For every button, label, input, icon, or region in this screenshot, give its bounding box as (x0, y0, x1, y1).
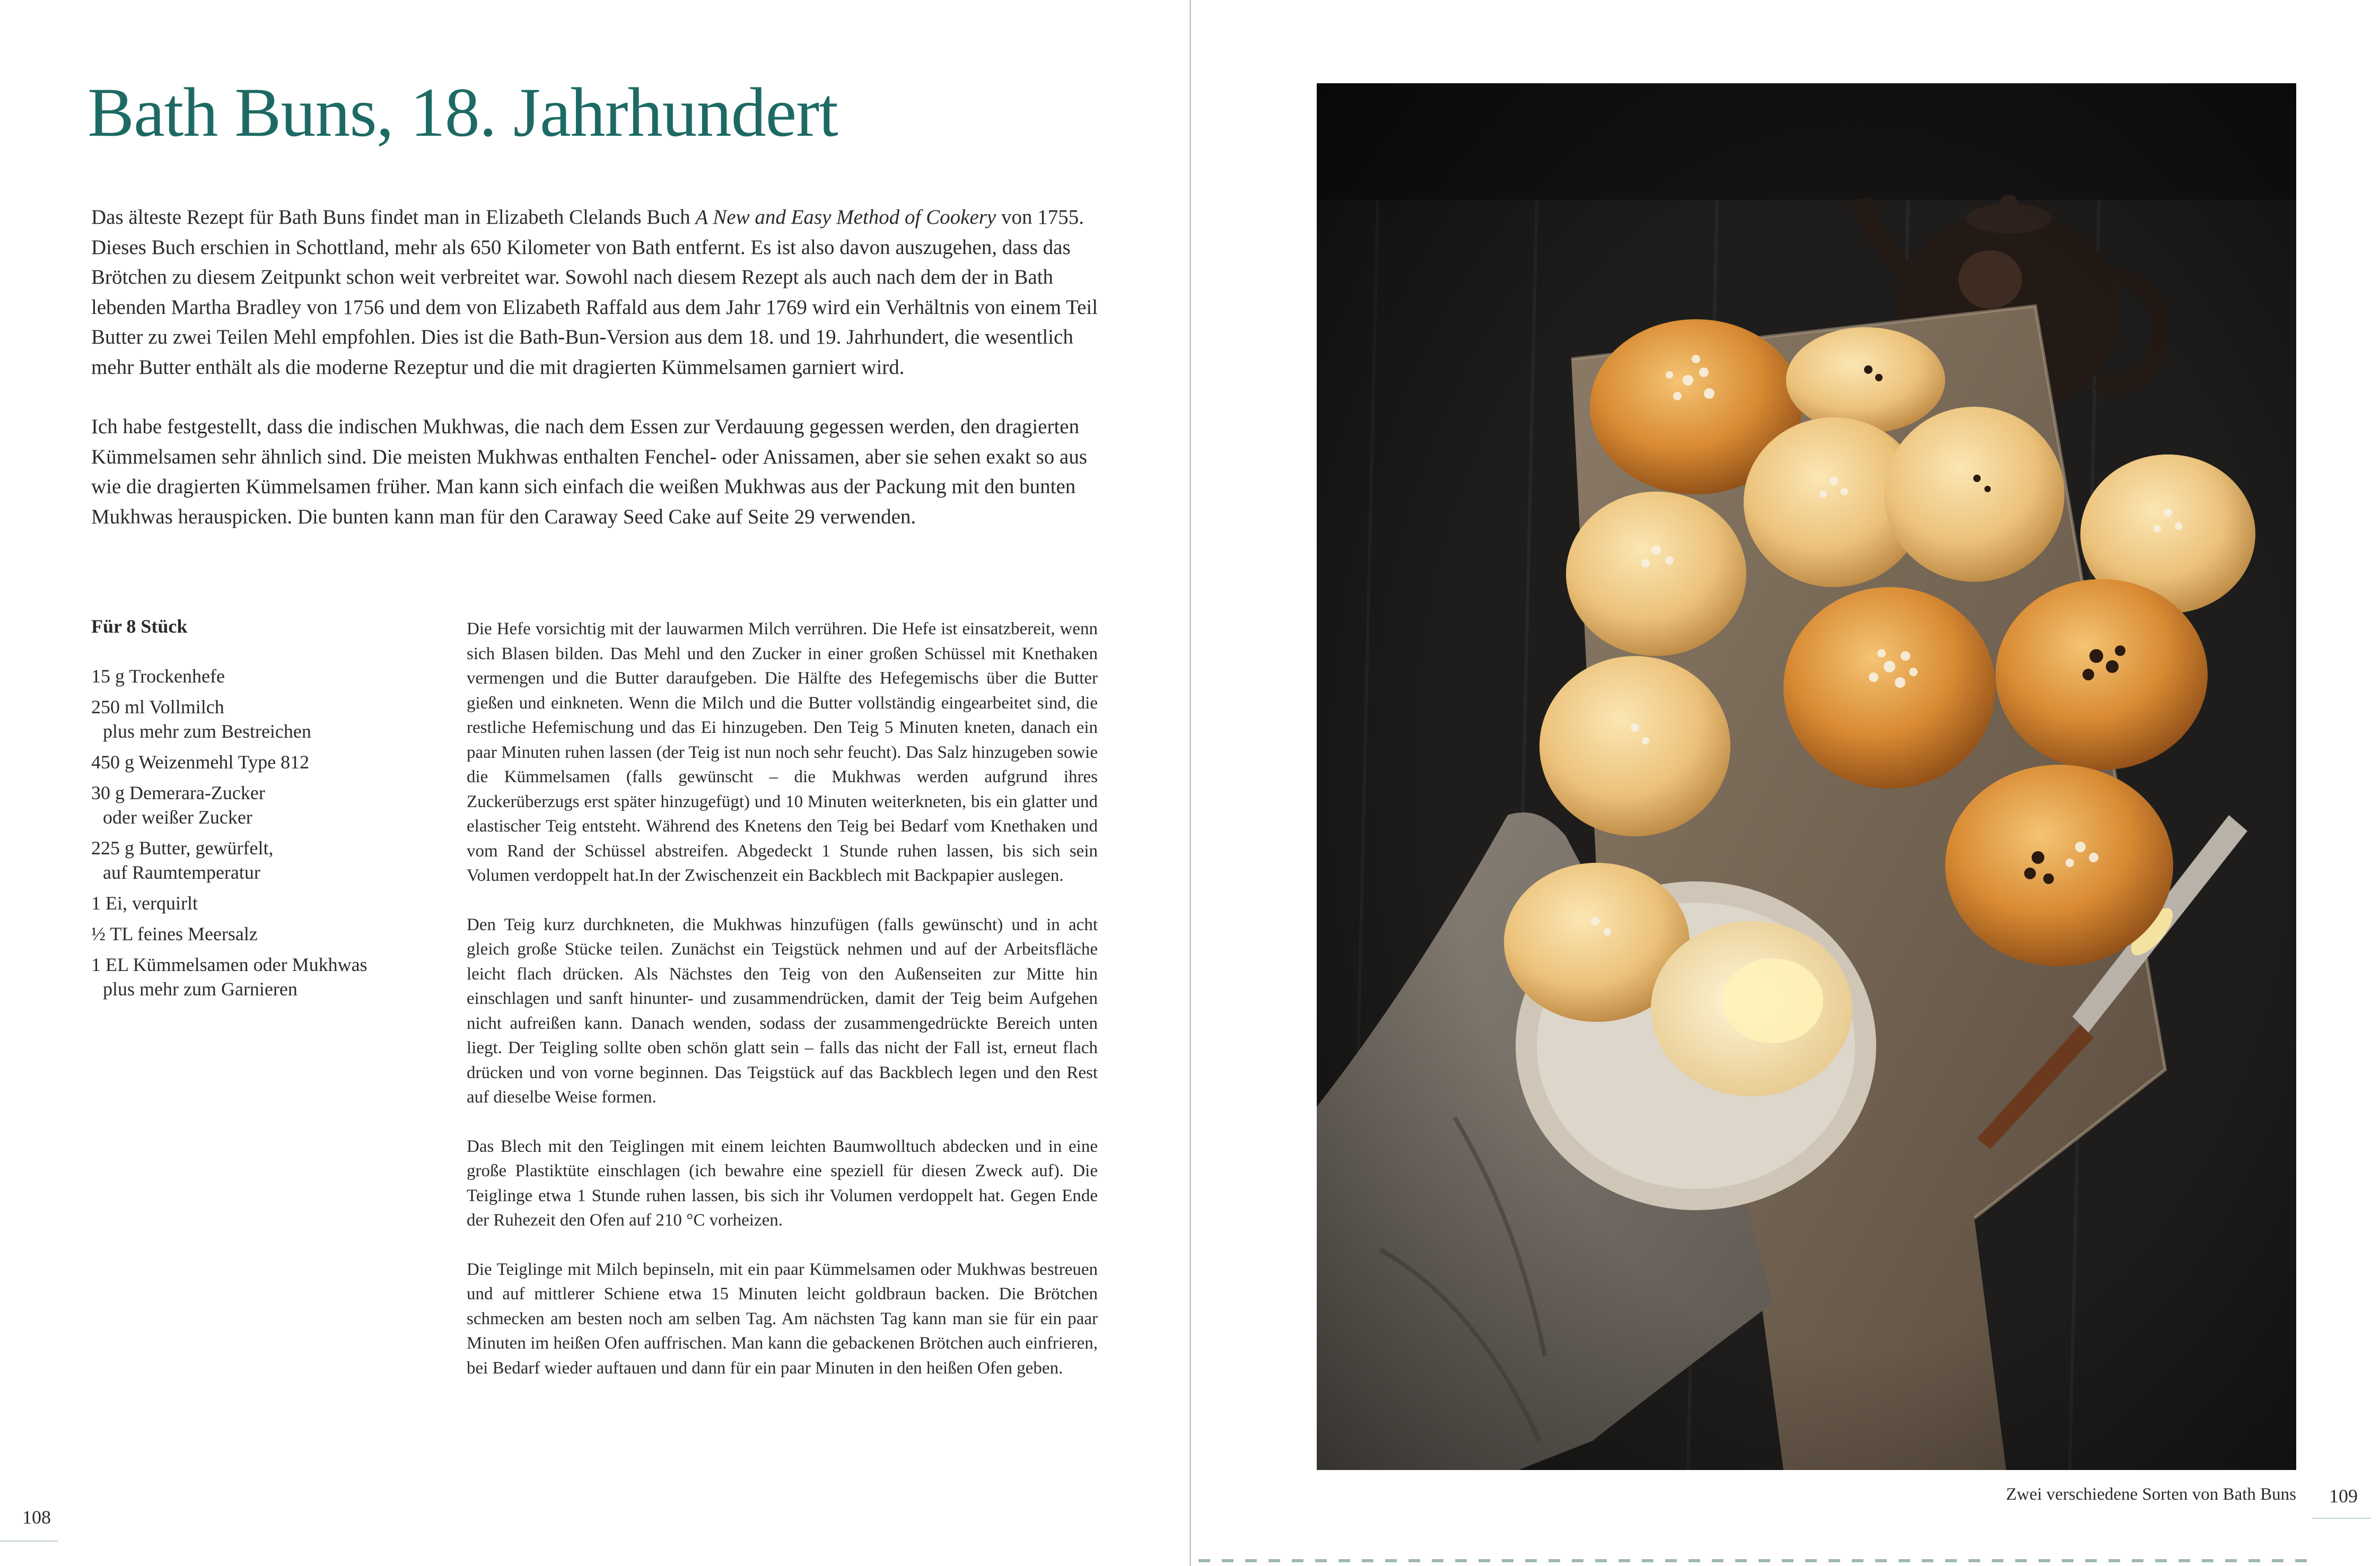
intro-p1-start: Das älteste Rezept für Bath Buns findet man in Elizabeth Clelands Buch (91, 206, 696, 229)
page-number-left: 108 (22, 1507, 51, 1528)
ingredient-item (91, 781, 388, 829)
footer-rule-left (0, 1541, 58, 1542)
ingredient-item (91, 695, 388, 743)
ingredient-main: 1 Ei, verquirlt (91, 893, 198, 914)
intro-paragraph-1 (91, 203, 1099, 382)
intro-paragraph-2: Ich habe festgestellt, dass die indischen Mukhwas, die nach dem Essen zur Verdauung gegessen werden, den dragierten Kümmelsamen sehr ähnlich sind. Die meisten Mukhwas enthalten Fenchel- oder Anissamen, aber sie sehen exakt so aus wie die dragierten Kümmelsamen früher. Man kann sich einfach die weißen Mukhwas aus der Packung mit den bunten Mukhwas herauspicken. Die bunten kann man für den Caraway Seed Cake auf Seite 29 verwenden. (91, 415, 1088, 528)
ingredient-item (91, 664, 388, 688)
ingredient-item (91, 891, 388, 915)
bottom-dash-border (1198, 1559, 2312, 1562)
ingredient-item (91, 836, 388, 885)
recipe-title: Bath Buns, 18. Jahrhundert (88, 73, 838, 151)
ingredient-main: 30 g Demerara-Zucker (91, 782, 265, 803)
bath-buns-photo (1317, 83, 2296, 1470)
ingredient-note: plus mehr zum Bestreichen (103, 721, 311, 742)
method-step-1: Die Hefe vorsichtig mit der lauwarmen Milch verrühren. Die Hefe ist einsatzbereit, wenn sich Blasen bilden. Das Mehl und den Zucker in einer großen Schüssel mit Knethaken vermengen und die Butter daraufgeben. Die Hälfte des Hefegemischs über die Butter gießen und einkneten. Wenn die Milch und die Butter vollständig eingearbeitet sind, die restliche Hefemischung und das Ei hinzugeben. Den Teig 5 Minuten kneten, danach ein paar Minuten ruhen lassen (der Teig ist nun noch sehr feucht). Das Salz hinzugeben sowie die Kümmelsamen (falls gewünscht – die Mukhwas werden aufgrund ihres Zuckerüberzugs erst später hinzugefügt) und 10 Minuten weiterkneten, bis ein glatter und elastischer Teig entsteht. Während des Knetens den Teig bei Bedarf vom Knethaken und vom Rand der Schüssel abstreifen. Abgedeckt 1 Stunde ruhen lassen, bis sich sein Volumen verdoppelt hat.In der Zwischenzeit ein Backblech mit Backpapier auslegen. (467, 619, 1098, 885)
ingredient-note: oder weißer Zucker (103, 807, 252, 828)
ingredient-list (91, 664, 388, 1008)
method-step-3: Das Blech mit den Teiglingen mit einem leichten Baumwolltuch abdecken und in eine große Plastiktüte einschlagen (ich bewahre eine speziell für diesen Zweck auf). Die Teiglinge etwa 1 Stunde ruhen lassen, bis sich ihr Volumen verdoppelt hat. Gegen Ende der Ruhezeit den Ofen auf 210 °C vorheizen. (467, 1136, 1098, 1230)
ingredient-main: 250 ml Vollmilch (91, 696, 224, 718)
ingredient-main: 15 g Trockenhefe (91, 666, 225, 687)
ingredient-main: 225 g Butter, gewürfelt, (91, 837, 274, 859)
ingredient-item (91, 750, 388, 774)
intro-text (91, 203, 1099, 562)
photo-caption: Zwei verschiedene Sorten von Bath Buns (2006, 1485, 2296, 1504)
ingredient-item (91, 952, 388, 1001)
ingredient-main: 450 g Weizenmehl Type 812 (91, 751, 310, 773)
footer-rule-right (2312, 1518, 2370, 1519)
method-step-2: Den Teig kurz durchkneten, die Mukhwas hinzufügen (falls gewünscht) und in acht gleich große Stücke teilen. Zunächst ein Teigstück nehmen und auf der Arbeitsfläche leicht flach drücken. Als Nächstes den Teig von den Außenseiten zur Mitte hin einschlagen und sanft hinunter- und zusammendrücken, damit der Teig beim Aufgehen nicht aufreißen kann. Danach wenden, sodass der zusammengedrückte Bereich unten liegt. Der Teigling sollte oben schön glatt sein – falls das nicht der Fall ist, erneut flach drücken und von vorne beginnen. Das Teigstück auf das Backblech legen und den Rest auf dieselbe Weise formen. (467, 915, 1098, 1107)
ingredient-note: plus mehr zum Garnieren (103, 978, 298, 1000)
ingredient-main: 1 EL Kümmelsamen oder Mukhwas (91, 954, 368, 975)
recipe-yield: Für 8 Stück (91, 616, 188, 637)
ingredient-main: ½ TL feines Meersalz (91, 923, 258, 944)
ingredient-note: auf Raumtemperatur (103, 862, 260, 883)
ingredient-item (91, 922, 388, 946)
page-number-right: 109 (2329, 1485, 2358, 1507)
book-title: A New and Easy Method of Cookery (695, 206, 996, 229)
method-step-4: Die Teiglinge mit Milch bepinseln, mit ein paar Kümmelsamen oder Mukhwas bestreuen und auf mittlerer Schiene etwa 15 Minuten leicht goldbraun backen. Die Brötchen schmecken am besten noch am selben Tag. Am nächsten Tag kann man sie für ein paar Minuten im heißen Ofen auffrischen. Man kann die gebackenen Brötchen auch einfrieren, bei Bedarf wieder auftauen und dann für ein paar Minuten in den heißen Ofen geben. (467, 1259, 1098, 1378)
intro-p1-end: von 1755. Dieses Buch erschien in Schottland, mehr als 650 Kilometer von Bath entfernt. Es ist also davon auszugehen, dass das Brötchen zu diesem Zeitpunkt schon weit verbreitet war. Sowohl nach diesem Rezept als auch nach dem der in Bath lebenden Martha Bradley von 1756 und dem von Elizabeth Raffald aus dem Jahr 1769 wird ein Verhältnis von einem Teil Butter zu zwei Teilen Mehl empfohlen. Dies ist die Bath-Bun-Version aus dem 18. und 19. Jahrhundert, die wesentlich mehr Butter enthält als die moderne Rezeptur und die mit dragierten Kümmelsamen garniert wird. (91, 206, 1098, 379)
method-text (467, 617, 1098, 1405)
